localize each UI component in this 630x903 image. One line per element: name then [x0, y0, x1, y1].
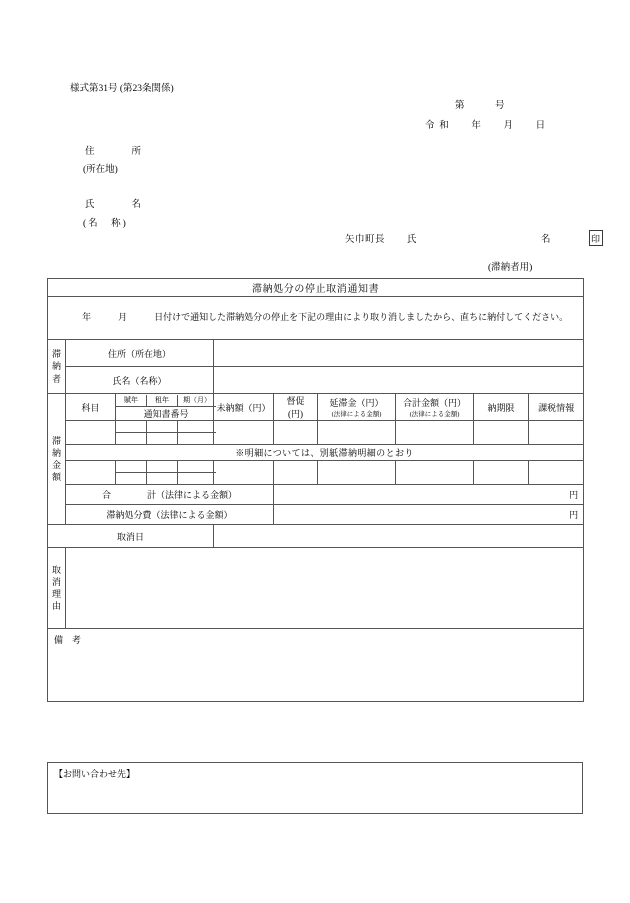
document-number: 第 号	[455, 101, 506, 111]
grand-total-row	[48, 485, 584, 505]
row-unpaid[interactable]	[214, 421, 274, 445]
notice-title-row	[48, 279, 584, 297]
recipient-address-sublabel: (所在地)	[83, 165, 118, 175]
row-term-month[interactable]	[178, 461, 217, 473]
row-tax-info[interactable]	[529, 421, 584, 445]
row-item[interactable]	[66, 461, 116, 485]
contact-label: 【お問い合わせ先】	[54, 769, 136, 779]
copy-designation: (滞納者用)	[488, 263, 533, 273]
row-year-term-group	[116, 421, 214, 445]
row-item[interactable]	[66, 421, 116, 445]
row-notice-number-c[interactable]	[178, 433, 217, 445]
column-header-demand-main: 督促	[286, 396, 305, 406]
taxpayer-name-row	[48, 367, 584, 394]
row-due-date[interactable]	[474, 421, 529, 445]
notice-lead-row	[48, 297, 584, 340]
row-unpaid[interactable]	[214, 461, 274, 485]
column-header-delinquency-main: 延滞金（円）	[329, 398, 384, 408]
row-levy-year[interactable]	[116, 461, 147, 473]
column-header-due-date: 納期限	[474, 394, 529, 421]
notice-title: 滞納処分の停止取消通知書	[48, 279, 584, 297]
year-term-split-header	[116, 395, 216, 420]
taxpayer-address-row	[48, 340, 584, 367]
column-header-tax-year: 租年	[147, 395, 178, 407]
recipient-address-label: 住 所	[85, 147, 148, 157]
cancel-reason-char-3: 由	[51, 601, 61, 612]
row-due-date[interactable]	[474, 461, 529, 485]
amounts-vertical-label	[48, 394, 66, 525]
disposition-fee-value[interactable]: 円	[274, 505, 584, 525]
amounts-header-row	[48, 394, 584, 421]
grand-total-value[interactable]: 円	[274, 485, 584, 505]
column-header-total-sub: (法律による金額)	[409, 411, 460, 418]
column-header-levy-year: 賦年	[116, 395, 147, 407]
row-tax-year[interactable]	[147, 421, 178, 433]
column-header-delinquency-sub: (法律による金額)	[331, 411, 382, 418]
row-year-term-split	[116, 421, 216, 444]
cancel-date-value[interactable]	[214, 525, 584, 548]
row-notice-number-b[interactable]	[147, 433, 178, 445]
recipient-name-label: 氏 名	[85, 200, 148, 210]
column-header-delinquency	[318, 394, 396, 421]
row-levy-year[interactable]	[116, 421, 147, 433]
row-demand[interactable]	[274, 461, 318, 485]
taxpayer-name-value[interactable]	[214, 367, 584, 394]
row-total[interactable]	[396, 421, 474, 445]
document-date: 令 和 年 月 日	[425, 121, 547, 131]
issuer-line	[345, 230, 603, 246]
row-notice-number-b[interactable]	[147, 473, 178, 485]
row-delinquency[interactable]	[318, 461, 396, 485]
remarks-cell[interactable]	[48, 629, 584, 702]
column-header-demand-sub: (円)	[288, 409, 303, 419]
column-header-year-term-group	[116, 394, 214, 421]
row-year-term-split	[116, 461, 216, 484]
contact-box[interactable]	[47, 762, 583, 814]
cancel-reason-char-1: 消	[51, 576, 61, 587]
disposition-fee-label: 滞納処分費（法律による金額）	[66, 505, 274, 525]
row-delinquency[interactable]	[318, 421, 396, 445]
cancel-reason-char-0: 取	[51, 564, 61, 575]
taxpayer-address-label: 住所（所在地）	[66, 340, 214, 367]
taxpayer-name-label: 氏名（名称）	[66, 367, 214, 394]
column-header-unpaid: 未納額（円）	[214, 394, 274, 421]
cancel-date-row	[48, 525, 584, 548]
row-term-month[interactable]	[178, 421, 217, 433]
column-header-demand	[274, 394, 318, 421]
issuer-office: 矢巾町長	[345, 235, 386, 245]
amounts-vertical-char-2: 金	[51, 460, 61, 470]
taxpayer-vertical-char-1: 納	[51, 361, 61, 372]
cancel-reason-char-2: 理	[51, 589, 61, 599]
row-tax-info[interactable]	[529, 461, 584, 485]
row-notice-number-a[interactable]	[116, 433, 147, 445]
recipient-name-sublabel: (名 称)	[83, 219, 128, 229]
table-row	[48, 461, 584, 485]
remarks-row	[48, 629, 584, 702]
taxpayer-vertical-char-2: 者	[51, 373, 61, 384]
column-header-total	[396, 394, 474, 421]
grand-total-label: 合 計（法律による金額）	[66, 485, 274, 505]
table-row	[48, 421, 584, 445]
amounts-vertical-char-1: 納	[51, 447, 61, 458]
notice-table	[47, 278, 584, 702]
remarks-label: 備 考	[54, 635, 82, 645]
cancel-date-label: 取消日	[48, 525, 214, 548]
notice-lead-text: 年 月 日付けで通知した滞納処分の停止を下記の理由により取り消しましたから、直ちに納付してください。	[48, 297, 584, 340]
row-notice-number-a[interactable]	[116, 473, 147, 485]
column-header-item: 科目	[66, 394, 116, 421]
detail-note: ※明細については、別紙滞納明細のとおり	[66, 445, 584, 461]
row-total[interactable]	[396, 461, 474, 485]
row-tax-year[interactable]	[147, 461, 178, 473]
disposition-fee-row	[48, 505, 584, 525]
column-header-tax-info: 課税情報	[529, 394, 584, 421]
column-header-term-month: 期（月）	[178, 395, 217, 407]
issuer-name-label: 氏 名	[407, 235, 575, 245]
row-notice-number-c[interactable]	[178, 473, 217, 485]
column-header-notice-number: 通知書番号	[143, 408, 189, 419]
taxpayer-address-value[interactable]	[214, 340, 584, 367]
row-year-term-group	[116, 461, 214, 485]
cancel-reason-vertical-label	[48, 548, 66, 629]
row-demand[interactable]	[274, 421, 318, 445]
amounts-vertical-char-3: 額	[51, 472, 61, 483]
cancel-reason-value[interactable]	[66, 548, 584, 629]
seal-icon: 印	[589, 230, 603, 246]
taxpayer-vertical-char-0: 滞	[51, 349, 61, 360]
cancel-reason-row	[48, 548, 584, 629]
column-header-total-main: 合計金額（円）	[402, 398, 466, 408]
taxpayer-vertical-label	[48, 340, 66, 394]
detail-note-row	[48, 445, 584, 461]
form-number: 様式第31号 (第23条関係)	[70, 84, 174, 94]
amounts-vertical-char-0: 滞	[51, 435, 61, 446]
